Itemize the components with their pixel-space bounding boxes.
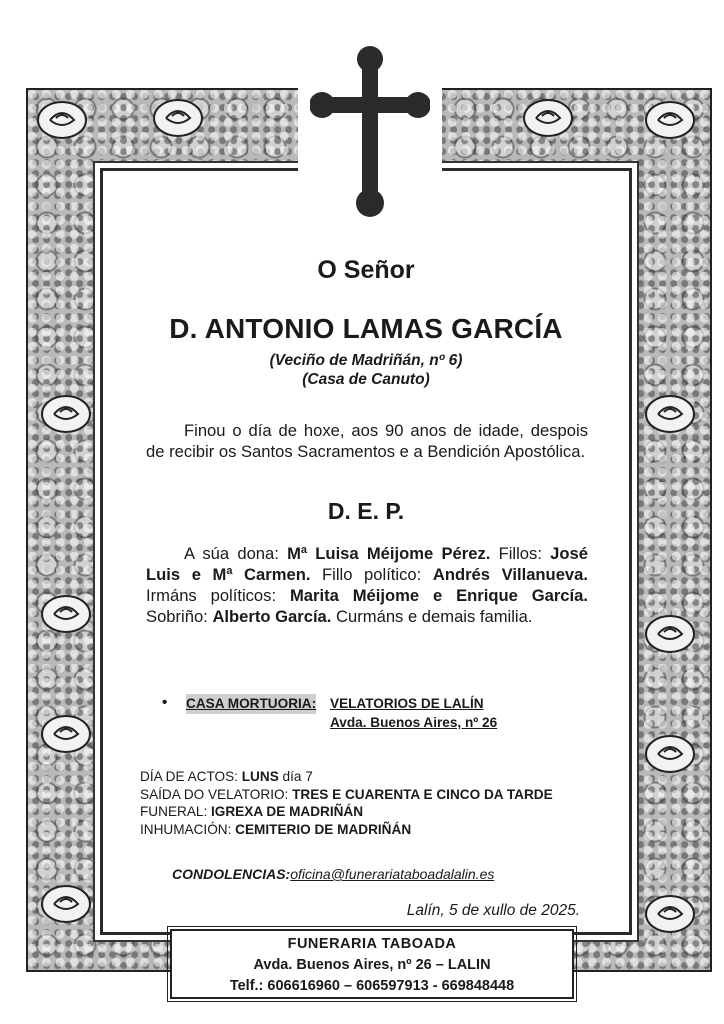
rose-ornament-icon [640, 390, 700, 438]
rose-ornament-icon [36, 710, 96, 758]
rose-ornament-icon [148, 94, 208, 142]
nephew-label: Sobriño: [146, 607, 208, 626]
day-value: LUNS [241, 769, 279, 784]
family-paragraph [146, 543, 588, 627]
mortuary-label: CASA MORTUORIA: [186, 694, 316, 714]
rose-ornament-icon [518, 94, 578, 142]
cross-icon [310, 45, 430, 217]
wife-name: Mª Luisa Méijome Pérez. [287, 544, 491, 563]
rose-ornament-icon [640, 730, 700, 778]
schedule-row-departure [140, 786, 600, 804]
rose-ornament-icon [36, 390, 96, 438]
mortuary-place: VELATORIOS DE LALÍN [330, 696, 484, 711]
son-in-law-label: Fillo político: [322, 565, 422, 584]
rose-ornament-icon [640, 890, 700, 938]
funeral-home-name: FUNERARIA TABOADA [287, 936, 457, 952]
condolences-email-link[interactable]: oficina@funerariataboadalalin.es [290, 866, 495, 882]
siblings-in-law-label: Irmáns políticos: [146, 586, 277, 605]
rose-ornament-icon [36, 880, 96, 928]
funeral-value: IGREXA DE MADRIÑÁN [211, 804, 364, 820]
rose-ornament-icon [640, 610, 700, 658]
funeral-home-box [170, 929, 574, 999]
rest-in-peace: D. E. P. [327, 498, 405, 524]
schedule-row-day [140, 768, 600, 786]
burial-value: CEMITERIO DE MADRIÑÁN [235, 821, 412, 837]
page-title: O Señor [317, 256, 415, 284]
bullet-icon: • [162, 694, 168, 711]
rose-ornament-icon [32, 96, 92, 144]
day-suffix: día 7 [282, 769, 313, 784]
departure-label: SAÍDA DO VELATORIO: [140, 786, 289, 802]
family-closing: Curmáns e demais familia. [336, 607, 533, 626]
condolences-label: CONDOLENCIAS: [172, 866, 291, 882]
residence-note: (Veciño de Madriñán, nº 6) [269, 352, 463, 369]
funeral-home-address: Avda. Buenos Aires, nº 26 – LALIN [253, 957, 491, 973]
children-label: Fillos: [498, 544, 542, 563]
day-label: DÍA DE ACTOS: [140, 769, 238, 784]
schedule-row-funeral [140, 803, 600, 821]
nephew-name: Alberto García. [212, 607, 332, 626]
schedule-row-burial [140, 821, 600, 839]
wife-label: A súa dona: [184, 544, 279, 563]
burial-label: INHUMACIÓN: [140, 821, 232, 837]
rose-ornament-icon [36, 590, 96, 638]
deceased-name: D. ANTONIO LAMAS GARCÍA [169, 313, 563, 344]
rose-ornament-icon [640, 96, 700, 144]
death-announcement: Finou o día de hoxe, aos 90 anos de idade, despois de recibir os Santos Sacramentos e a Bendición Apostólica. [146, 421, 588, 461]
house-name-note: (Casa de Canuto) [302, 371, 430, 388]
siblings-in-law-names: Marita Méijome e Enrique García. [289, 586, 588, 605]
son-in-law-name: Andrés Villanueva. [432, 565, 588, 584]
departure-value: TRES E CUARENTA E CINCO DA TARDE [292, 786, 553, 802]
funeral-label: FUNERAL: [140, 804, 208, 820]
condolences-line [172, 866, 494, 882]
date-line: Lalín, 5 de xullo de 2025. [406, 902, 580, 919]
children-names: José Luis e Mª Carmen. [146, 544, 588, 584]
funeral-home-phones: Telf.: 606616960 – 606597913 - 669848448 [229, 978, 515, 994]
mortuary-address: Avda. Buenos Aires, nº 26 [330, 715, 498, 730]
ceremony-schedule [140, 768, 600, 838]
